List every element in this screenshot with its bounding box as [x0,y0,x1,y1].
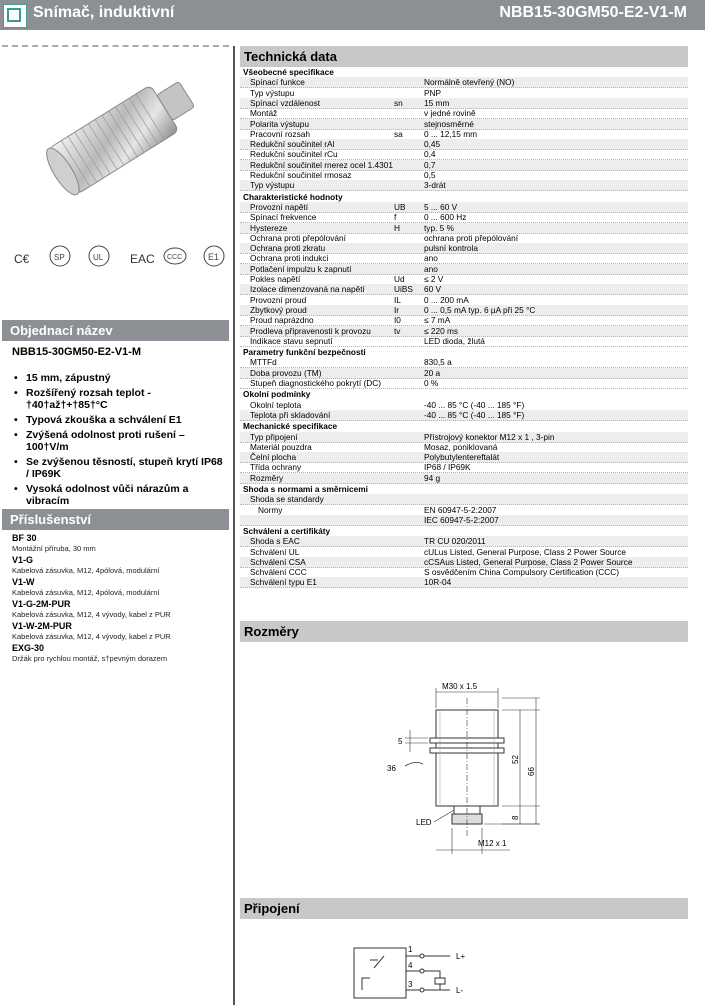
tech-symbol: tv [394,325,401,336]
tech-data-row [240,515,688,526]
ce-mark-icon [14,252,30,266]
tech-value: 0 % [424,378,439,388]
dim-66: 66 [527,767,536,776]
tech-value: ≤ 2 V [424,274,444,284]
tech-data-row [240,410,688,421]
tech-symbol: UiBS [394,284,413,295]
wiring-diagram [340,938,490,1003]
feature-item: • Vysoká odolnost vůči nárazům a vibracím [12,483,227,507]
tech-value: Mosaz, poniklovaná [424,441,498,452]
tech-value: S osvědčením China Compulsory Certification (CCC) [424,567,620,578]
tech-value: -40 ... 85 °C (-40 ... 185 °F) [424,409,525,420]
tech-value: PNP [424,87,442,98]
tech-value: ano [424,263,438,274]
tech-label: Izolace dimenzovaná na napětí [250,284,365,295]
pin-3: 3 [408,980,413,989]
tech-label: Spínací vzdálenost [250,97,321,108]
header-bar [0,0,705,30]
product-image [28,62,208,212]
tech-label: Provozní napětí [250,201,309,212]
accessory-item [12,533,227,554]
tech-value: 0 ... 200 mA [424,294,469,305]
connection-heading: Připojení [240,898,688,919]
order-code: NBB15-30GM50-E2-V1-M [12,346,141,358]
accessory-item [12,577,227,598]
tech-value: 0,7 [424,159,436,170]
accessory-item [12,555,227,576]
tech-label: Shoda s normami a směrnicemi [243,484,368,494]
tech-label: Rozměry [250,472,284,483]
tech-value: 5 ... 60 V [424,201,458,212]
tech-value: 10R-04 [424,577,452,588]
accessory-desc: Kabelová zásuvka, M12, 4 vývody, kabel z PUR [12,632,171,641]
accessory-title[interactable]: V1-W-2M-PUR [12,621,72,631]
tech-value: Polybutylentereftalát [424,452,500,463]
tech-label: Okolní teplota [250,399,302,410]
feature-item: • Typová zkouška a schválení E1 [12,414,227,426]
tech-label: Mechanické specifikace [243,421,338,432]
tech-label: Materiál pouzdra [250,441,312,452]
accessory-desc: Držák pro rychlou montáž, s†pevným dorazem [12,654,168,663]
accessory-item [12,599,227,620]
tech-value: cULus Listed, General Purpose, Class 2 Power Source [424,546,626,557]
tech-label: Ochrana proti zkratu [250,243,326,254]
feature-item: • 15 mm, zápustný [12,372,227,384]
tech-label: Spínací funkce [250,77,305,88]
tech-value: typ. 5 % [424,222,454,233]
dim-thread: M30 x 1.5 [442,682,478,691]
csa-mark-icon [50,246,70,266]
tech-label: Indikace stavu sepnutí [250,335,333,346]
column-divider [233,46,235,1005]
accessory-desc: Montážní příruba, 30 mm [12,544,96,553]
tech-label: Ochrana proti přepólování [250,232,346,243]
certification-logos [12,242,227,274]
tech-label: Schválení a certifikáty [243,525,331,536]
tech-data-row [240,336,688,347]
ccc-mark-icon [164,248,186,264]
feature-item: • Rozšířený rozsah teplot - †40†až†+†85†°C [12,387,227,411]
accessories-heading: Příslušenství [2,509,229,530]
tech-value: -40 ... 85 °C (-40 ... 185 °F) [424,399,525,410]
dim-36: 36 [387,764,396,773]
tech-label: Redukční součinitel rnerez ocel 1.4301 [250,159,393,170]
svg-text:C€: C€ [14,252,30,266]
tech-label: Prodleva připravenosti k provozu [250,325,371,336]
pin-4: 4 [408,961,413,970]
tech-label: Provozní proud [250,294,307,305]
tech-symbol: f [394,212,397,223]
tech-label: Zbytkový proud [250,304,307,315]
tech-value: stejnosměrné [424,118,474,129]
tech-symbol: sa [394,128,403,139]
ul-mark-icon [89,246,109,266]
accessory-title[interactable]: V1-G [12,555,34,565]
tech-label: Doba provozu (TM) [250,367,322,378]
tech-value: IP68 / IP69K [424,462,471,473]
eac-mark-icon [130,252,155,266]
tech-label: Proud naprázdno [250,315,314,326]
tech-label: Montáž [250,108,278,119]
tech-label: Shoda se standardy [250,494,324,505]
tech-symbol: IL [394,294,401,305]
tech-label: Pokles napětí [250,274,301,284]
order-heading: Objednací název [2,320,229,341]
tech-data-heading: Technická data [240,46,688,67]
product-category-title: Snímač, induktivní [33,4,175,21]
tech-symbol: H [394,222,400,233]
tech-label: Potlačení impulzu k zapnutí [250,263,352,274]
svg-text:CCC: CCC [167,254,183,261]
tech-value: 0,5 [424,170,436,180]
tech-category-row [240,389,688,399]
accessory-title[interactable]: EXG-30 [12,643,45,653]
tech-label: Pracovní rozsah [250,128,310,139]
tech-label: Všeobecné specifikace [243,67,334,77]
svg-text:E1: E1 [208,252,220,262]
tech-label: Typ výstupu [250,180,295,191]
tech-value: EN 60947-5-2:2007 [424,504,497,515]
tech-value: 830,5 a [424,357,452,368]
tech-data-row [240,180,688,191]
dimension-drawing [240,668,688,868]
tech-label: Teplota při skladování [250,409,331,420]
divider [2,45,229,47]
logo-icon [3,4,27,28]
tech-value: 0 ... 0,5 mA typ. 6 µA při 25 °C [424,304,536,315]
tech-data-row [240,577,688,588]
tech-value: 0,4 [424,149,436,160]
dim-5: 5 [398,737,403,746]
tech-category-row [240,67,688,77]
accessory-desc: Kabelová zásuvka, M12, 4pólová, modulární [12,588,160,597]
accessory-item [12,643,227,664]
tech-label: Charakteristické hodnoty [243,191,343,202]
tech-value: ano [424,253,438,264]
tech-label: MTTFd [250,357,277,368]
tech-symbol: I0 [394,315,401,326]
tech-category-row [240,347,688,357]
feature-item: • Zvýšená odolnost proti rušení – 100†V/m [12,429,227,453]
accessory-item [12,621,227,642]
label-lplus: L+ [456,952,466,961]
accessory-desc: Kabelová zásuvka, M12, 4pólová, modulární [12,566,160,575]
svg-text:SP: SP [54,253,65,262]
tech-value: 94 g [424,472,441,483]
tech-value: v jedné rovině [424,108,476,119]
tech-label: Shoda s EAC [250,536,300,547]
tech-value: IEC 60947-5-2:2007 [424,514,499,525]
tech-category-row [240,484,688,494]
dim-52: 52 [511,755,520,764]
label-lminus: L- [456,986,464,995]
dim-led: LED [416,818,432,827]
tech-value: cCSAus Listed, General Purpose, Class 2 Power Source [424,556,633,567]
dimensions-heading: Rozměry [240,621,688,642]
tech-value: 3-drát [424,180,446,191]
tech-data-row [240,473,688,484]
tech-data-row [240,378,688,389]
tech-symbol: Ud [394,274,405,284]
tech-value: ochrana proti přepólování [424,232,519,243]
tech-label: Typ výstupu [250,87,295,98]
tech-category-row [240,526,688,536]
dim-plug: M12 x 1 [478,839,507,848]
dim-8: 8 [511,815,520,820]
accessory-title[interactable]: V1-W [12,577,35,587]
tech-value: ≤ 7 mA [424,315,451,326]
e1-mark-icon [204,246,224,266]
accessory-desc: Kabelová zásuvka, M12, 4 vývody, kabel z PUR [12,610,171,619]
tech-label: Normy [258,504,283,515]
tech-value: 60 V [424,284,442,295]
tech-label: Redukční součinitel rmosaz [250,170,352,180]
tech-label: Okolní podmínky [243,389,311,400]
svg-text:EAC: EAC [130,252,155,266]
pin-1: 1 [408,945,413,954]
tech-value: TR CU 020/2011 [424,536,486,547]
feature-item: • Se zvýšenou těsností, stupeň krytí IP68 / IP69K [12,456,227,480]
tech-value: 0,45 [424,139,441,150]
tech-label: Spínací frekvence [250,212,317,223]
svg-text:UL: UL [93,253,104,262]
tech-symbol: sn [394,97,403,108]
tech-label: Schválení UL [250,546,300,557]
tech-value: 0 ... 600 Hz [424,212,467,223]
tech-label: Typ připojení [250,431,298,442]
tech-symbol: UB [394,201,406,212]
product-code: NBB15-30GM50-E2-V1-M [499,4,687,21]
tech-value: 20 a [424,367,441,378]
tech-value: pulsní kontrola [424,243,478,254]
tech-label: Ochrana proti indukci [250,253,329,264]
tech-label: Redukční součinitel rAl [250,139,335,150]
tech-label: Čelní plocha [250,452,297,463]
tech-label: Redukční součinitel rCu [250,149,338,160]
tech-label: Polarita výstupu [250,118,310,129]
tech-symbol: Ir [394,304,400,315]
tech-value: LED dioda, žlutá [424,335,485,346]
tech-value: Přístrojový konektor M12 x 1 , 3-pin [424,431,555,442]
tech-label: Schválení CSA [250,556,306,567]
tech-label: Třída ochrany [250,462,302,473]
tech-label: Schválení CCC [250,567,307,578]
tech-value: 15 mm [424,97,450,108]
tech-category-row [240,421,688,431]
tech-value: Normálně otevřený (NO) [424,77,515,88]
tech-value: ≤ 220 ms [424,325,459,336]
tech-label: Stupeň diagnostického pokrytí (DC) [250,378,381,388]
tech-value: 0 ... 12,15 mm [424,128,478,139]
tech-label: Hystereze [250,222,288,233]
accessory-title[interactable]: BF 30 [12,533,37,543]
feature-list [12,372,227,510]
tech-category-row [240,192,688,202]
accessory-title[interactable]: V1-G-2M-PUR [12,599,71,609]
tech-label: Parametry funkční bezpečnosti [243,347,366,358]
tech-label: Schválení typu E1 [250,577,317,588]
